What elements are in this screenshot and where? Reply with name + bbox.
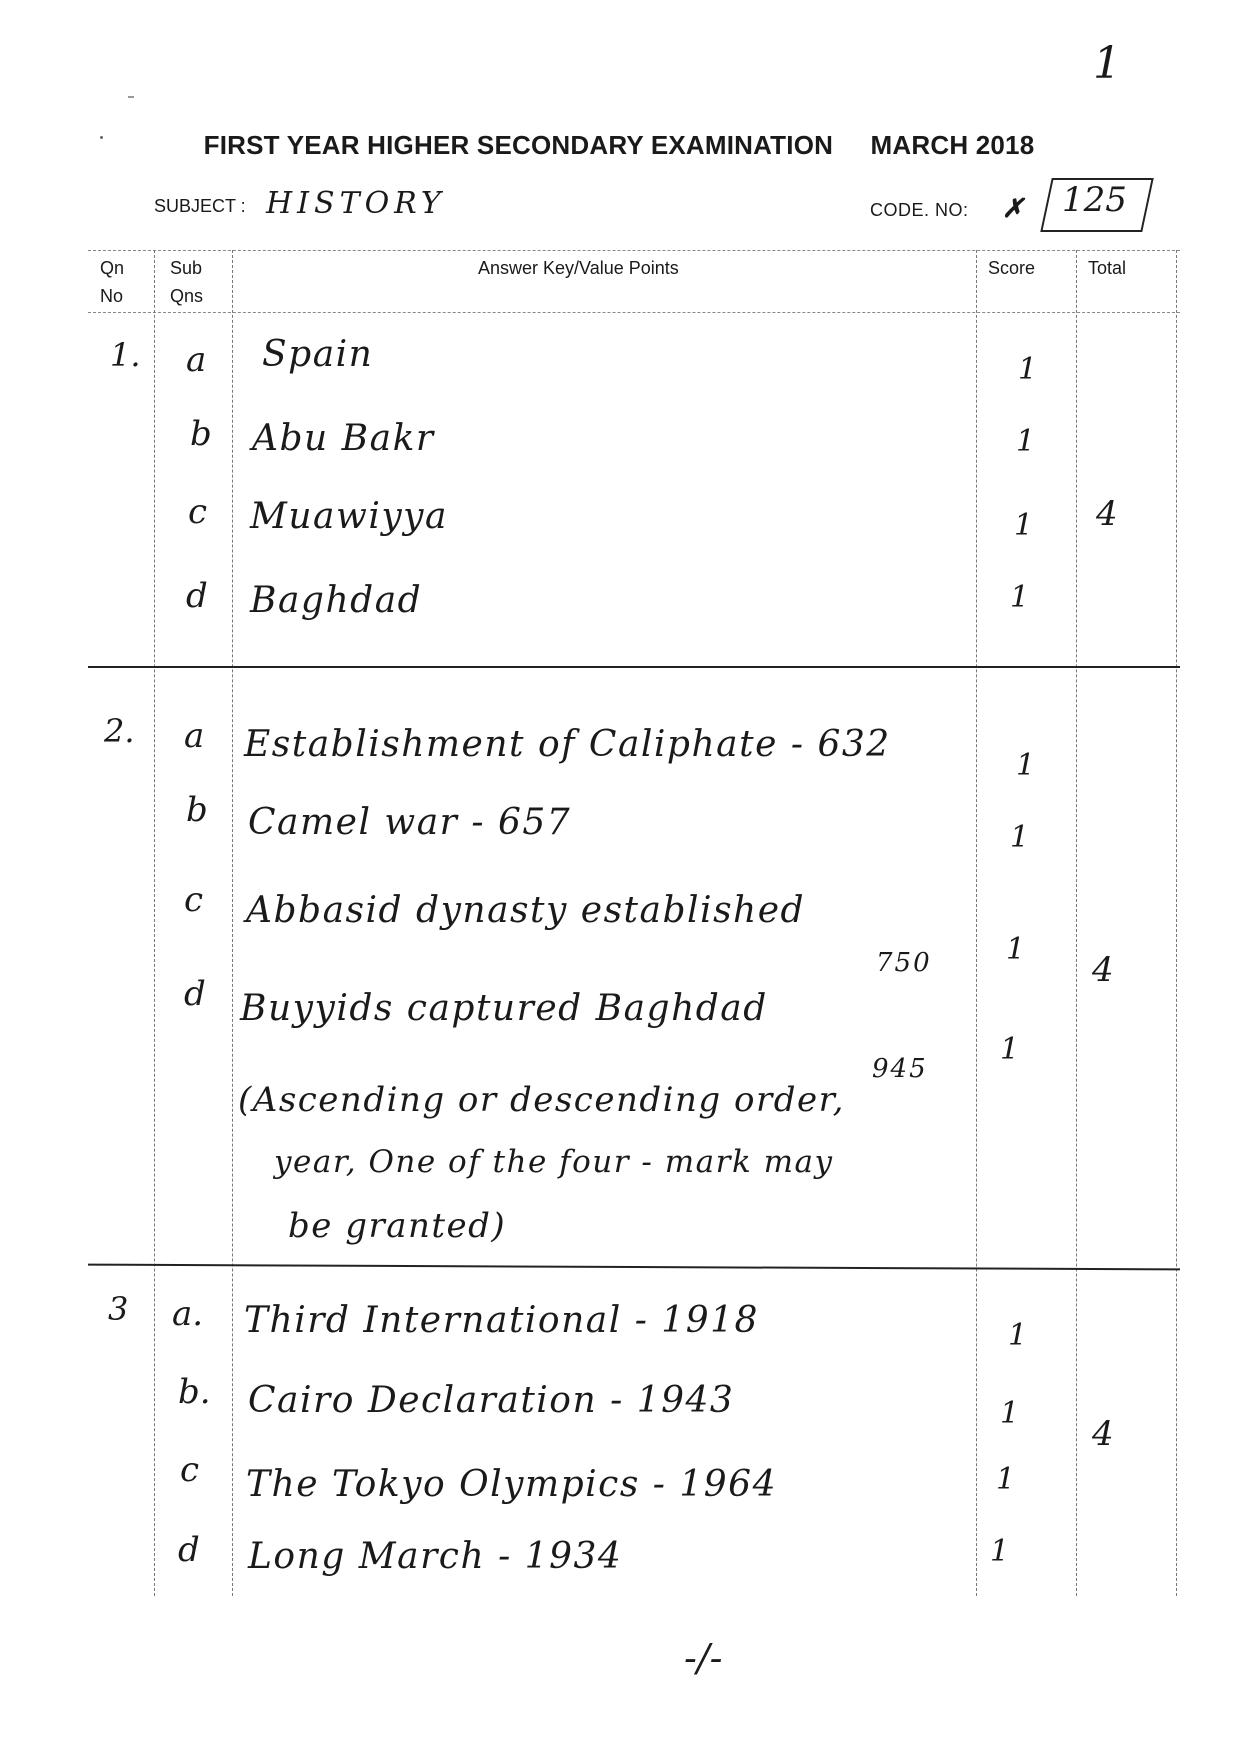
total-value: 4 (1096, 494, 1118, 534)
sub-question-label: d (186, 576, 208, 616)
page-number: 1 (1093, 38, 1121, 89)
question-number: 1. (110, 336, 141, 374)
code-label: CODE. NO: (870, 200, 969, 220)
col-divider-total (1176, 250, 1177, 1596)
answer-text: Camel war - 657 (248, 802, 572, 843)
answer-text: Buyyids captured Baghdad (240, 988, 768, 1029)
score-value: 1 (1014, 508, 1034, 543)
sub-question-label: c (184, 880, 204, 920)
sub-question-label: c (188, 492, 208, 532)
code-value: 125 (1062, 180, 1127, 220)
answer-text: Muawiyya (250, 496, 448, 537)
marking-note-line: year, One of the four - mark may (274, 1144, 834, 1180)
table-top-border (88, 250, 1180, 251)
answer-text: Abu Bakr (252, 418, 435, 459)
col-divider-qn (154, 250, 155, 1596)
score-value: 1 (1000, 1032, 1020, 1067)
sub-question-label: c (180, 1450, 200, 1490)
sub-question-label: b. (178, 1372, 211, 1412)
answer-text: Establishment of Caliphate - 632 (244, 724, 891, 765)
answer-text: Spain (262, 334, 374, 375)
marking-note-line: be granted) (288, 1206, 507, 1246)
col-divider-answer (976, 250, 977, 1596)
struck-out-mark: ✗ (1002, 194, 1024, 224)
answer-year: 750 (876, 948, 932, 978)
sub-question-label: a (186, 340, 207, 380)
col-header-sub-qns: Sub Qns (170, 258, 204, 306)
sub-question-label: a (184, 716, 205, 756)
answer-text: Cairo Declaration - 1943 (248, 1380, 735, 1421)
sub-question-label: b (186, 790, 208, 830)
col-header-total: Total (1088, 258, 1127, 278)
score-value: 1 (996, 1462, 1016, 1497)
answer-text: The Tokyo Olympics - 1964 (246, 1464, 777, 1505)
page-footer: -/- (684, 1636, 723, 1680)
score-value: 1 (1000, 1396, 1020, 1431)
exam-title-text: FIRST YEAR HIGHER SECONDARY EXAMINATION (203, 130, 834, 160)
sub-question-label: b (190, 414, 212, 454)
score-value: 1 (1016, 748, 1036, 783)
score-value: 1 (1006, 932, 1026, 967)
total-value: 4 (1092, 950, 1114, 990)
sub-question-label: d (184, 974, 206, 1014)
score-value: 1 (1018, 352, 1038, 387)
scan-speck (128, 96, 134, 98)
exam-month-year: MARCH 2018 (870, 130, 1035, 160)
question-separator (88, 666, 1180, 668)
question-number: 2. (104, 712, 135, 750)
header-divider (88, 312, 1180, 313)
col-header-answer: Answer Key/Value Points (478, 258, 679, 278)
question-number: 3 (108, 1290, 129, 1328)
subject-value: HISTORY (266, 186, 446, 221)
score-value: 1 (1010, 820, 1030, 855)
sub-question-label: d (178, 1530, 200, 1570)
col-header-score: Score (988, 258, 1036, 278)
answer-text: Baghdad (250, 580, 423, 621)
col-header-qn-no: Qn No (100, 258, 125, 306)
question-separator (88, 1264, 1180, 1271)
answer-text: Third International - 1918 (244, 1300, 759, 1341)
score-value: 1 (990, 1534, 1010, 1569)
exam-title (0, 130, 1238, 161)
col-divider-score (1076, 250, 1077, 1596)
subject-label: SUBJECT : (154, 196, 246, 216)
answer-year: 945 (872, 1054, 928, 1084)
score-value: 1 (1016, 424, 1036, 459)
col-divider-sub (232, 250, 233, 1596)
answer-text: Abbasid dynasty established (246, 890, 806, 931)
sub-question-label: a. (172, 1294, 204, 1334)
marking-note-line: (Ascending or descending order, (238, 1080, 845, 1120)
score-value: 1 (1008, 1318, 1028, 1353)
total-value: 4 (1092, 1414, 1114, 1454)
score-value: 1 (1010, 580, 1030, 615)
answer-text: Long March - 1934 (248, 1536, 623, 1577)
